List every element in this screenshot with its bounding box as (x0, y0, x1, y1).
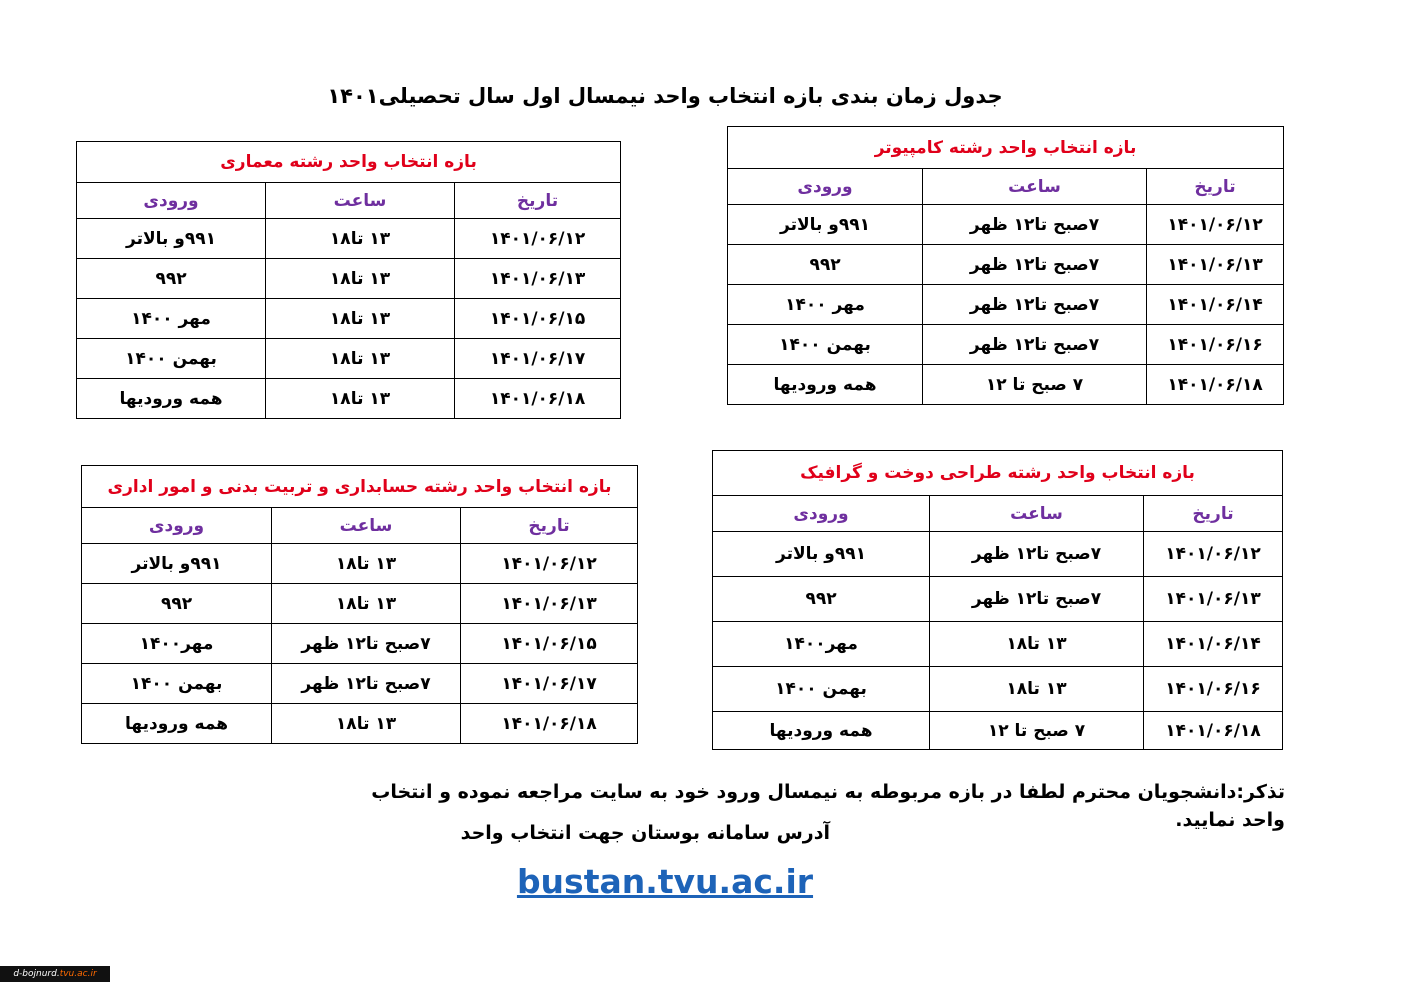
cell-time: ۱۳ تا۱۸ (272, 704, 461, 744)
table-row (713, 532, 1283, 577)
table-row (713, 622, 1283, 667)
cell-time: ۷صبح تا۱۲ ظهر (923, 325, 1147, 365)
cell-time: ۷صبح تا۱۲ ظهر (930, 532, 1144, 577)
cell-entry: مهر ۱۴۰۰ (728, 285, 923, 325)
table-row (77, 339, 621, 379)
column-header-date: تاریخ (1147, 169, 1284, 205)
cell-date: ۱۴۰۱/۰۶/۱۲ (455, 219, 621, 259)
table-row (82, 584, 638, 624)
cell-time: ۱۳ تا۱۸ (266, 219, 455, 259)
table-row (713, 577, 1283, 622)
cell-date: ۱۴۰۱/۰۶/۱۸ (455, 379, 621, 419)
table-row (728, 365, 1284, 405)
cell-date: ۱۴۰۱/۰۶/۱۷ (455, 339, 621, 379)
cell-entry: مهر ۱۴۰۰ (77, 299, 266, 339)
accounting-schedule-table (81, 465, 638, 744)
column-header-time: ساعت (272, 508, 461, 544)
address-label: آدرس سامانه بوستان جهت انتخاب واحد (460, 822, 830, 844)
column-header-entry: ورودی (728, 169, 923, 205)
column-header-date: تاریخ (455, 183, 621, 219)
table-row (728, 205, 1284, 245)
cell-date: ۱۴۰۱/۰۶/۱۳ (461, 584, 638, 624)
sewing-graphics-schedule-table (712, 450, 1283, 750)
cell-date: ۱۴۰۱/۰۶/۱۲ (1147, 205, 1284, 245)
cell-time: ۷صبح تا۱۲ ظهر (930, 577, 1144, 622)
cell-entry: مهر۱۴۰۰ (82, 624, 272, 664)
column-header-time: ساعت (930, 496, 1144, 532)
cell-entry: بهمن ۱۴۰۰ (82, 664, 272, 704)
cell-date: ۱۴۰۱/۰۶/۱۲ (461, 544, 638, 584)
cell-date: ۱۴۰۱/۰۶/۱۸ (1144, 712, 1283, 750)
cell-date: ۱۴۰۱/۰۶/۱۶ (1147, 325, 1284, 365)
table-row (82, 544, 638, 584)
cell-entry: ۹۹۱و بالاتر (82, 544, 272, 584)
cell-entry: بهمن ۱۴۰۰ (77, 339, 266, 379)
table-caption: بازه انتخاب واحد رشته طراحی دوخت و گرافیک (713, 451, 1283, 496)
cell-time: ۱۳ تا۱۸ (266, 379, 455, 419)
cell-date: ۱۴۰۱/۰۶/۱۴ (1144, 622, 1283, 667)
table-row (728, 325, 1284, 365)
table-row (713, 667, 1283, 712)
table-caption: بازه انتخاب واحد رشته کامپیوتر (728, 127, 1284, 169)
watermark-prefix: d-bojnurd. (13, 969, 60, 979)
cell-date: ۱۴۰۱/۰۶/۱۵ (461, 624, 638, 664)
cell-entry: همه ورودیها (728, 365, 923, 405)
cell-entry: بهمن ۱۴۰۰ (728, 325, 923, 365)
table-row (713, 712, 1283, 750)
column-header-time: ساعت (266, 183, 455, 219)
cell-entry: ۹۹۲ (728, 245, 923, 285)
table-row (82, 624, 638, 664)
cell-time: ۷ صبح تا ۱۲ (923, 365, 1147, 405)
cell-date: ۱۴۰۱/۰۶/۱۳ (455, 259, 621, 299)
column-header-time: ساعت (923, 169, 1147, 205)
cell-time: ۱۳ تا۱۸ (266, 259, 455, 299)
table-row (77, 299, 621, 339)
cell-entry: همه ورودیها (713, 712, 930, 750)
cell-date: ۱۴۰۱/۰۶/۱۸ (461, 704, 638, 744)
cell-time: ۷صبح تا۱۲ ظهر (923, 245, 1147, 285)
column-header-entry: ورودی (77, 183, 266, 219)
cell-entry: ۹۹۱و بالاتر (713, 532, 930, 577)
cell-entry: ۹۹۲ (82, 584, 272, 624)
watermark-accent: tvu.ac.ir (59, 969, 97, 979)
table-row (77, 259, 621, 299)
page-title: جدول زمان بندی بازه انتخاب واحد نیمسال اول سال تحصیلی۱۴۰۱ (327, 84, 1003, 108)
cell-date: ۱۴۰۱/۰۶/۱۶ (1144, 667, 1283, 712)
cell-date: ۱۴۰۱/۰۶/۱۳ (1144, 577, 1283, 622)
table-row (728, 285, 1284, 325)
reminder-note: تذکر:دانشجویان محترم لطفا در بازه مربوطه به نیمسال ورود خود به سایت مراجعه نموده و انتخاب واحد نمایید. (371, 781, 1285, 831)
table-row (82, 704, 638, 744)
cell-date: ۱۴۰۱/۰۶/۱۷ (461, 664, 638, 704)
column-header-date: تاریخ (1144, 496, 1283, 532)
cell-date: ۱۴۰۱/۰۶/۱۵ (455, 299, 621, 339)
column-header-entry: ورودی (82, 508, 272, 544)
cell-entry: همه ورودیها (82, 704, 272, 744)
cell-time: ۱۳ تا۱۸ (272, 584, 461, 624)
column-header-date: تاریخ (461, 508, 638, 544)
cell-time: ۱۳ تا۱۸ (930, 667, 1144, 712)
cell-time: ۷صبح تا۱۲ ظهر (272, 624, 461, 664)
cell-date: ۱۴۰۱/۰۶/۱۳ (1147, 245, 1284, 285)
table-row (728, 245, 1284, 285)
cell-date: ۱۴۰۱/۰۶/۱۴ (1147, 285, 1284, 325)
bustan-link[interactable]: bustan.tvu.ac.ir (516, 862, 814, 901)
cell-date: ۱۴۰۱/۰۶/۱۸ (1147, 365, 1284, 405)
table-caption: بازه انتخاب واحد رشته معماری (77, 142, 621, 183)
cell-time: ۷ صبح تا ۱۲ (930, 712, 1144, 750)
cell-entry: مهر۱۴۰۰ (713, 622, 930, 667)
cell-entry: همه ورودیها (77, 379, 266, 419)
cell-entry: ۹۹۲ (77, 259, 266, 299)
column-header-entry: ورودی (713, 496, 930, 532)
cell-time: ۷صبح تا۱۲ ظهر (923, 205, 1147, 245)
cell-entry: بهمن ۱۴۰۰ (713, 667, 930, 712)
computer-schedule-table (727, 126, 1284, 405)
site-watermark (0, 966, 110, 982)
table-row (77, 379, 621, 419)
cell-time: ۱۳ تا۱۸ (266, 339, 455, 379)
cell-time: ۱۳ تا۱۸ (266, 299, 455, 339)
table-caption: بازه انتخاب واحد رشته حسابداری و تربیت بدنی و امور اداری (82, 466, 638, 508)
cell-time: ۷صبح تا۱۲ ظهر (272, 664, 461, 704)
cell-time: ۷صبح تا۱۲ ظهر (923, 285, 1147, 325)
cell-entry: ۹۹۲ (713, 577, 930, 622)
table-row (77, 219, 621, 259)
cell-date: ۱۴۰۱/۰۶/۱۲ (1144, 532, 1283, 577)
cell-time: ۱۳ تا۱۸ (930, 622, 1144, 667)
table-row (82, 664, 638, 704)
cell-time: ۱۳ تا۱۸ (272, 544, 461, 584)
architecture-schedule-table (76, 141, 621, 419)
cell-entry: ۹۹۱و بالاتر (728, 205, 923, 245)
cell-entry: ۹۹۱و بالاتر (77, 219, 266, 259)
